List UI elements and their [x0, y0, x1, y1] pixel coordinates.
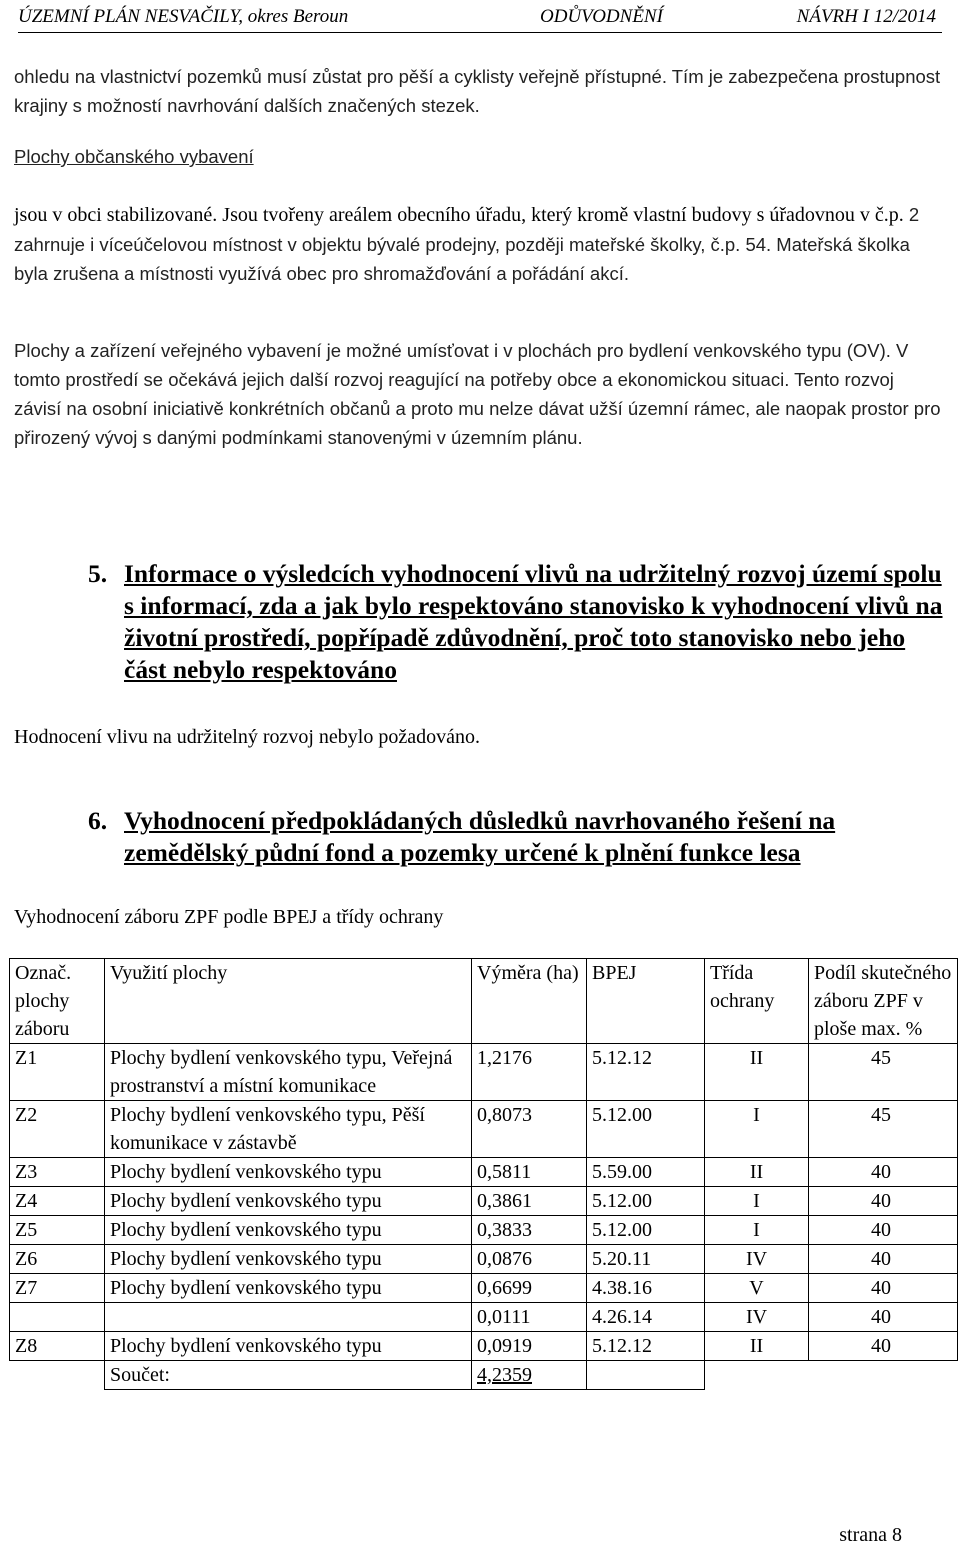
cell-class: II	[705, 1158, 809, 1187]
cell-area: 1,2176	[472, 1044, 587, 1101]
sum-label: Součet:	[105, 1361, 472, 1390]
cell-class: IV	[705, 1303, 809, 1332]
sum-empty-cell	[587, 1361, 705, 1390]
table-row	[10, 1158, 958, 1187]
cell-id	[10, 1303, 105, 1332]
page-number: strana 8	[839, 1524, 902, 1546]
cell-bpej: 5.12.00	[587, 1216, 705, 1245]
sum-trailing-spacer	[705, 1361, 958, 1390]
cell-class: I	[705, 1101, 809, 1158]
cell-use: Plochy bydlení venkovského typu	[105, 1274, 472, 1303]
header-vymera: Výměra (ha)	[472, 959, 587, 1044]
header-podil: Podíl skutečného záboru ZPF v ploše max. %	[809, 959, 958, 1044]
sum-value: 4,2359	[472, 1361, 587, 1390]
page-header	[18, 4, 942, 33]
cell-bpej: 4.26.14	[587, 1303, 705, 1332]
cell-use: Plochy bydlení venkovského typu	[105, 1332, 472, 1361]
intro-paragraph: ohledu na vlastnictví pozemků musí zůstat pro pěší a cyklisty veřejně přístupné. Tím je zabezpečena prostupnost krajiny s možností navrhování dalších značených stezek.	[14, 66, 941, 116]
cell-share: 40	[809, 1245, 958, 1274]
cell-share: 40	[809, 1303, 958, 1332]
header-oznac: Označ. plochy záboru	[10, 959, 105, 1044]
cell-bpej: 5.12.12	[587, 1044, 705, 1101]
cell-use: Plochy bydlení venkovského typu	[105, 1187, 472, 1216]
section-5-text: Hodnocení vlivu na udržitelný rozvoj nebylo požadováno.	[14, 726, 480, 748]
header-vyuziti: Využití plochy	[105, 959, 472, 1044]
cell-id: Z5	[10, 1216, 105, 1245]
table-row	[10, 1187, 958, 1216]
cell-use: Plochy bydlení venkovského typu	[105, 1245, 472, 1274]
cell-use: Plochy bydlení venkovského typu, Veřejná prostranství a místní komunikace	[105, 1044, 472, 1101]
cell-share: 40	[809, 1274, 958, 1303]
section-6-title: Vyhodnocení předpokládaných důsledků navrhovaného řešení na zemědělský půdní fond a pozemky určené k plnění funkce lesa	[124, 806, 836, 867]
table-row	[10, 1044, 958, 1101]
cell-use: Plochy bydlení venkovského typu	[105, 1216, 472, 1245]
sum-spacer	[10, 1361, 105, 1390]
section-6-number: 6.	[88, 806, 108, 835]
cell-id: Z6	[10, 1245, 105, 1274]
cell-share: 40	[809, 1332, 958, 1361]
cell-area: 0,5811	[472, 1158, 587, 1187]
cell-share: 40	[809, 1216, 958, 1245]
header-trida: Třída ochrany	[705, 959, 809, 1044]
civic-paragraph-1	[14, 200, 944, 288]
cell-id: Z3	[10, 1158, 105, 1187]
cell-share: 40	[809, 1158, 958, 1187]
header-section: ODŮVODNĚNÍ	[540, 6, 663, 27]
cell-area: 0,0876	[472, 1245, 587, 1274]
section-5-heading	[88, 558, 948, 686]
cell-bpej: 5.12.00	[587, 1187, 705, 1216]
cell-bpej: 5.59.00	[587, 1158, 705, 1187]
cell-share: 40	[809, 1187, 958, 1216]
cell-id: Z2	[10, 1101, 105, 1158]
table-row	[10, 1332, 958, 1361]
cell-class: IV	[705, 1245, 809, 1274]
cell-bpej: 4.38.16	[587, 1274, 705, 1303]
table-row	[10, 1101, 958, 1158]
civic-paragraph-1-serif: jsou v obci stabilizované. Jsou tvořeny areálem obecního úřadu, který kromě vlastní budovy s úřadovnou v č.p.	[14, 204, 904, 226]
table-row	[10, 1216, 958, 1245]
cell-bpej: 5.20.11	[587, 1245, 705, 1274]
cell-area: 0,0919	[472, 1332, 587, 1361]
section-5-title: Informace o výsledcích vyhodnocení vlivů na udržitelný rozvoj území spolu s informací, zda a jak bylo respektováno stanovisko k vyhodnocení vlivů na životní prostředí, popřípadě zdůvodnění, proč toto stanovisko nebo jeho část nebylo respektováno	[124, 559, 943, 684]
cell-class: I	[705, 1216, 809, 1245]
section-6-text: Vyhodnocení záboru ZPF podle BPEJ a třídy ochrany	[14, 906, 444, 928]
cell-area: 0,3833	[472, 1216, 587, 1245]
cell-class: II	[705, 1044, 809, 1101]
cell-use: Plochy bydlení venkovského typu	[105, 1158, 472, 1187]
civic-paragraph-1-rest: 2 zahrnuje i víceúčelovou místnost v objektu bývalé prodejny, později mateřské školky, č.p. 54. Mateřská školka byla zrušena a místnosti využívá obec pro shromažďování a pořádání akcí.	[14, 204, 920, 284]
civic-heading: Plochy občanského vybavení	[14, 146, 254, 167]
cell-share: 45	[809, 1101, 958, 1158]
cell-id: Z1	[10, 1044, 105, 1101]
cell-class: I	[705, 1187, 809, 1216]
cell-id: Z7	[10, 1274, 105, 1303]
zpf-table-body	[10, 959, 958, 1390]
table-row	[10, 1245, 958, 1274]
cell-area: 0,0111	[472, 1303, 587, 1332]
cell-class: II	[705, 1332, 809, 1361]
table-sum-row	[10, 1361, 958, 1390]
cell-share: 45	[809, 1044, 958, 1101]
cell-id: Z8	[10, 1332, 105, 1361]
section-5-number: 5.	[88, 559, 108, 588]
cell-area: 0,6699	[472, 1274, 587, 1303]
cell-area: 0,8073	[472, 1101, 587, 1158]
header-version: NÁVRH I 12/2014	[796, 6, 936, 27]
cell-use: Plochy bydlení venkovského typu, Pěší komunikace v zástavbě	[105, 1101, 472, 1158]
header-document-title: ÚZEMNÍ PLÁN NESVAČILY, okres Beroun	[18, 6, 349, 27]
table-row	[10, 1274, 958, 1303]
table-header-row	[10, 959, 958, 1044]
cell-use	[105, 1303, 472, 1332]
civic-paragraph-2: Plochy a zařízení veřejného vybavení je možné umísťovat i v plochách pro bydlení venkovského typu (OV). V tomto prostředí se očekává jejich další rozvoj reagující na potřeby obce a ekonomickou situaci. Tento rozvoj závisí na osobní iniciativě konkrétních občanů a proto mu nelze dávat užší územní rámec, ale naopak prostor pro přirozený vývoj s danými podmínkami stanovenými v územním plánu.	[14, 340, 941, 448]
section-6-heading	[88, 805, 948, 869]
zpf-table	[9, 958, 958, 1390]
cell-class: V	[705, 1274, 809, 1303]
cell-bpej: 5.12.00	[587, 1101, 705, 1158]
table-row	[10, 1303, 958, 1332]
cell-bpej: 5.12.12	[587, 1332, 705, 1361]
cell-id: Z4	[10, 1187, 105, 1216]
header-bpej: BPEJ	[587, 959, 705, 1044]
cell-area: 0,3861	[472, 1187, 587, 1216]
